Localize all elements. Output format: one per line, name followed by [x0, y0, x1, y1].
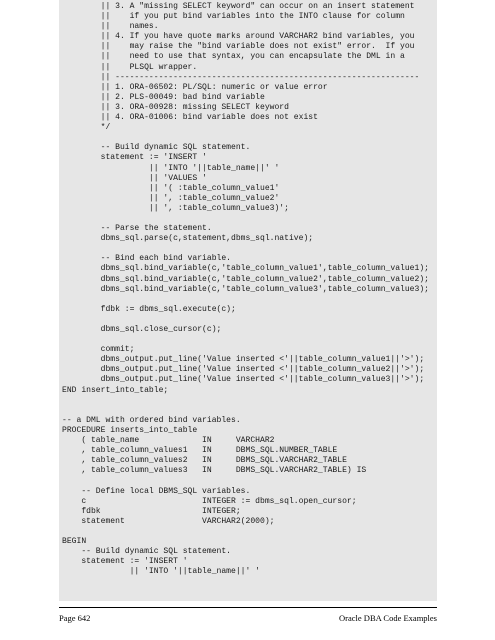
code-line: c INTEGER := dbms_sql.open_cursor; [62, 496, 357, 506]
code-listing [62, 2, 434, 577]
code-line [62, 396, 434, 406]
code-line: || PLSQL wrapper. [62, 62, 198, 72]
code-line [62, 315, 434, 325]
footer-divider [59, 607, 437, 608]
code-line: dbms_sql.bind_variable(c,'table_column_value2',table_column_value2); [62, 274, 429, 284]
code-line: || 'VALUES ' [62, 173, 207, 183]
book-title: Oracle DBA Code Examples [339, 613, 437, 623]
code-line: -- Define local DBMS_SQL variables. [62, 486, 251, 496]
code-line: END insert_into_table; [62, 385, 169, 395]
code-line: dbms_sql.close_cursor(c); [62, 325, 222, 334]
code-line: || 4. If you have quote marks around VARCHAR2 bind variables, you [62, 32, 415, 42]
code-line: || 3. A "missing SELECT keyword" can occur on an insert statement [62, 2, 415, 11]
code-line: dbms_output.put_line('Value inserted <'||table_column_value3||'>'); [62, 375, 425, 385]
code-line: || names. [62, 22, 159, 32]
code-line [62, 406, 434, 416]
code-line: || 'INTO '||table_name||' ' [62, 163, 280, 173]
page-number: Page 642 [59, 613, 91, 623]
code-line: dbms_sql.parse(c,statement,dbms_sql.native); [62, 234, 314, 244]
code-line: dbms_output.put_line('Value inserted <'||table_column_value1||'>'); [62, 355, 425, 365]
code-line: ( table_name IN VARCHAR2 [62, 436, 275, 446]
code-line: statement := 'INSERT ' [62, 153, 207, 163]
code-line: dbms_output.put_line('Value inserted <'||table_column_value2||'>'); [62, 365, 425, 375]
code-line: || if you put bind variables into the INTO clause for column [62, 12, 405, 22]
code-line: || ', :table_column_value2' [62, 193, 280, 203]
code-line: || '( :table_column_value1' [62, 183, 280, 193]
code-line: -- a DML with ordered bind variables. [62, 415, 241, 425]
code-line [62, 244, 434, 254]
code-line [62, 214, 434, 224]
code-line: || 'INTO '||table_name||' ' [62, 567, 260, 577]
code-line: || 2. PLS-00049: bad bind variable [62, 92, 265, 102]
code-line: || 3. ORA-00928: missing SELECT keyword [62, 102, 289, 112]
code-line: fdbk := dbms_sql.execute(c); [62, 304, 236, 314]
code-line: dbms_sql.bind_variable(c,'table_column_value1',table_column_value1); [62, 264, 429, 274]
code-line: || --------------------------------------------------------------- [62, 72, 420, 82]
code-line: -- Bind each bind variable. [62, 254, 232, 264]
code-line: commit; [62, 345, 135, 355]
code-line: -- Build dynamic SQL statement. [62, 143, 251, 153]
code-line [62, 527, 434, 537]
code-line: , table_column_values1 IN DBMS_SQL.NUMBER_TABLE [62, 446, 338, 456]
code-line: , table_column_values3 IN DBMS_SQL.VARCHAR2_TABLE) IS [62, 466, 367, 476]
code-line: statement := 'INSERT ' [62, 557, 188, 567]
code-line: || 1. ORA-06502: PL/SQL: numeric or value error [62, 82, 328, 92]
code-line: || may raise the "bind variable does not exist" error. If you [62, 42, 415, 52]
code-line [62, 133, 434, 143]
code-line: PROCEDURE inserts_into_table [62, 425, 198, 435]
code-line [62, 295, 434, 305]
code-line [62, 335, 434, 345]
code-line [62, 476, 434, 486]
code-line: -- Parse the statement. [62, 224, 212, 234]
code-line: fdbk INTEGER; [62, 506, 241, 516]
code-line: -- Build dynamic SQL statement. [62, 547, 232, 557]
code-line: dbms_sql.bind_variable(c,'table_column_value3',table_column_value3); [62, 284, 429, 294]
code-line: */ [62, 123, 111, 133]
code-line: || 4. ORA-01006: bind variable does not exist [62, 113, 318, 123]
code-line: , table_column_values2 IN DBMS_SQL.VARCHAR2_TABLE [62, 456, 347, 466]
code-line: || ', :table_column_value3)'; [62, 203, 289, 213]
code-line: BEGIN [62, 536, 87, 546]
code-line: statement VARCHAR2(2000); [62, 516, 275, 526]
code-line: || need to use that syntax, you can encapsulate the DML in a [62, 52, 405, 62]
